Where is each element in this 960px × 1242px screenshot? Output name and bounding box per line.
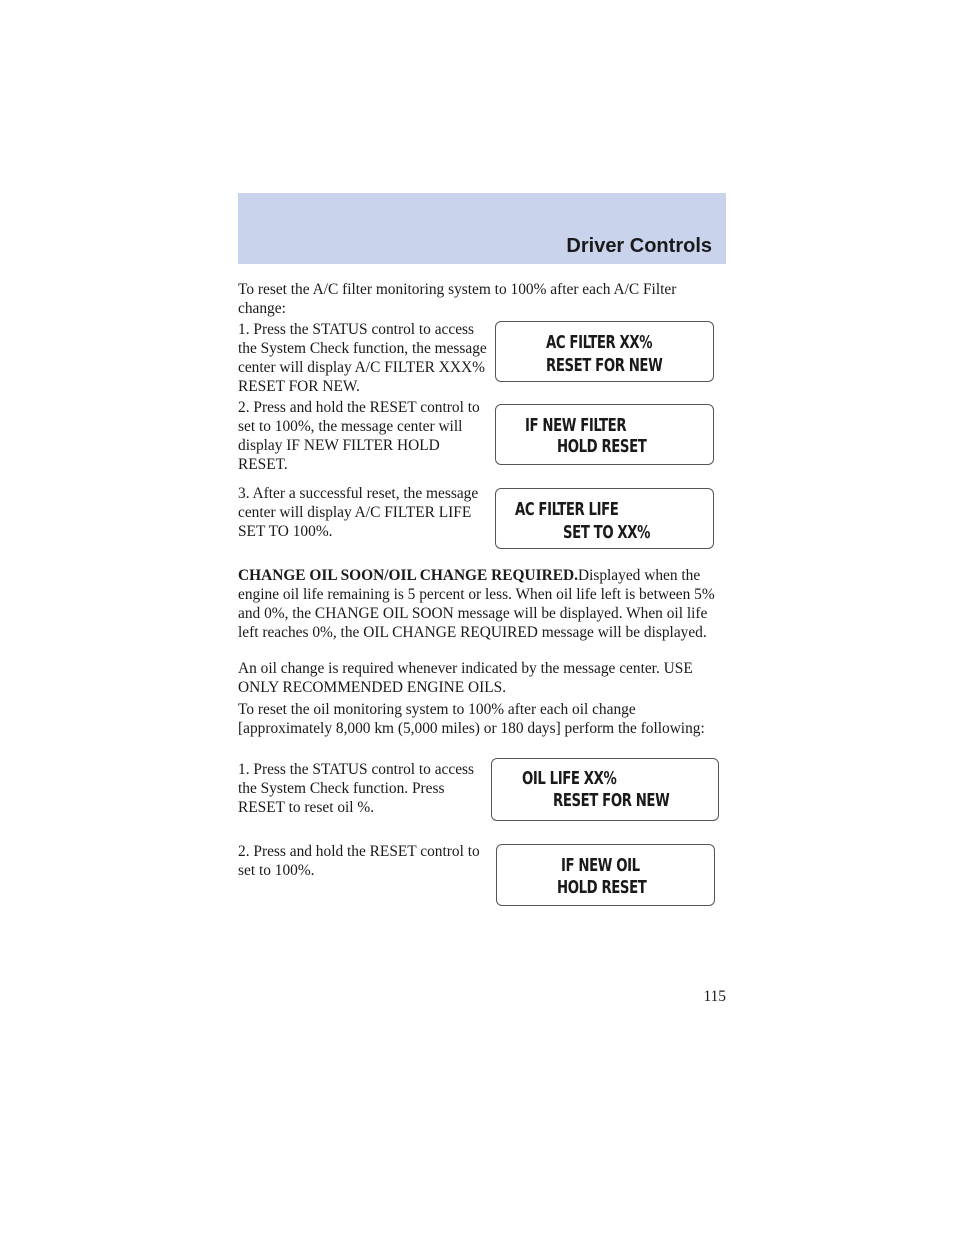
ac-filter-life-display — [495, 488, 714, 549]
if-new-oil-display — [496, 844, 715, 906]
oil-reset-intro-paragraph: To reset the oil monitoring system to 100% after each oil change [approximately 8,000 km (5,000 miles) or 180 days] perform the following: — [238, 701, 705, 737]
oil-section-heading: CHANGE OIL SOON/OIL CHANGE REQUIRED. — [238, 567, 578, 584]
ac-step-2: 2. Press and hold the RESET control to set to 100%, the message center will display IF NEW FILTER HOLD RESET. — [238, 399, 480, 473]
ac-filter-display-line-1: AC FILTER XX% — [546, 332, 653, 353]
section-header-band — [238, 193, 726, 264]
ac-filter-display — [495, 321, 714, 382]
if-new-oil-display-line-1: IF NEW OIL — [561, 855, 640, 876]
ac-step-3: 3. After a successful reset, the message center will display A/C FILTER LIFE SET TO 100%. — [238, 485, 479, 540]
if-new-filter-display — [495, 404, 714, 465]
section-title: Driver Controls — [566, 235, 712, 257]
ac-filter-life-display-line-2: SET TO XX% — [563, 522, 650, 543]
page-number: 115 — [703, 988, 726, 1005]
ac-step-1: 1. Press the STATUS control to access the System Check function, the message center will display A/C FILTER XXX% RESET FOR NEW. — [238, 321, 487, 395]
intro-paragraph: To reset the A/C filter monitoring system to 100% after each A/C Filter change: — [238, 281, 677, 317]
oil-section-paragraph — [238, 566, 728, 642]
oil-change-required-paragraph: An oil change is required whenever indicated by the message center. USE ONLY RECOMMENDED ENGINE OILS. — [238, 660, 693, 696]
oil-section-body: Displayed when the engine oil life remaining is 5 percent or less. When oil life left is between 5% and 0%, the CHANGE OIL SOON message will be displayed. When oil life left reaches 0%, the OIL CHANGE REQUIRED message will be displayed. — [238, 567, 715, 641]
ac-filter-display-line-2: RESET FOR NEW — [546, 355, 663, 376]
oil-life-display — [491, 758, 719, 821]
oil-life-display-line-2: RESET FOR NEW — [553, 790, 670, 811]
if-new-filter-display-line-1: IF NEW FILTER — [525, 415, 627, 436]
oil-step-1: 1. Press the STATUS control to access the System Check function. Press RESET to reset oil %. — [238, 761, 475, 816]
oil-step-2: 2. Press and hold the RESET control to set to 100%. — [238, 843, 480, 879]
if-new-oil-display-line-2: HOLD RESET — [557, 877, 647, 898]
ac-filter-life-display-line-1: AC FILTER LIFE — [515, 499, 619, 520]
if-new-filter-display-line-2: HOLD RESET — [557, 436, 647, 457]
oil-life-display-line-1: OIL LIFE XX% — [522, 768, 617, 789]
